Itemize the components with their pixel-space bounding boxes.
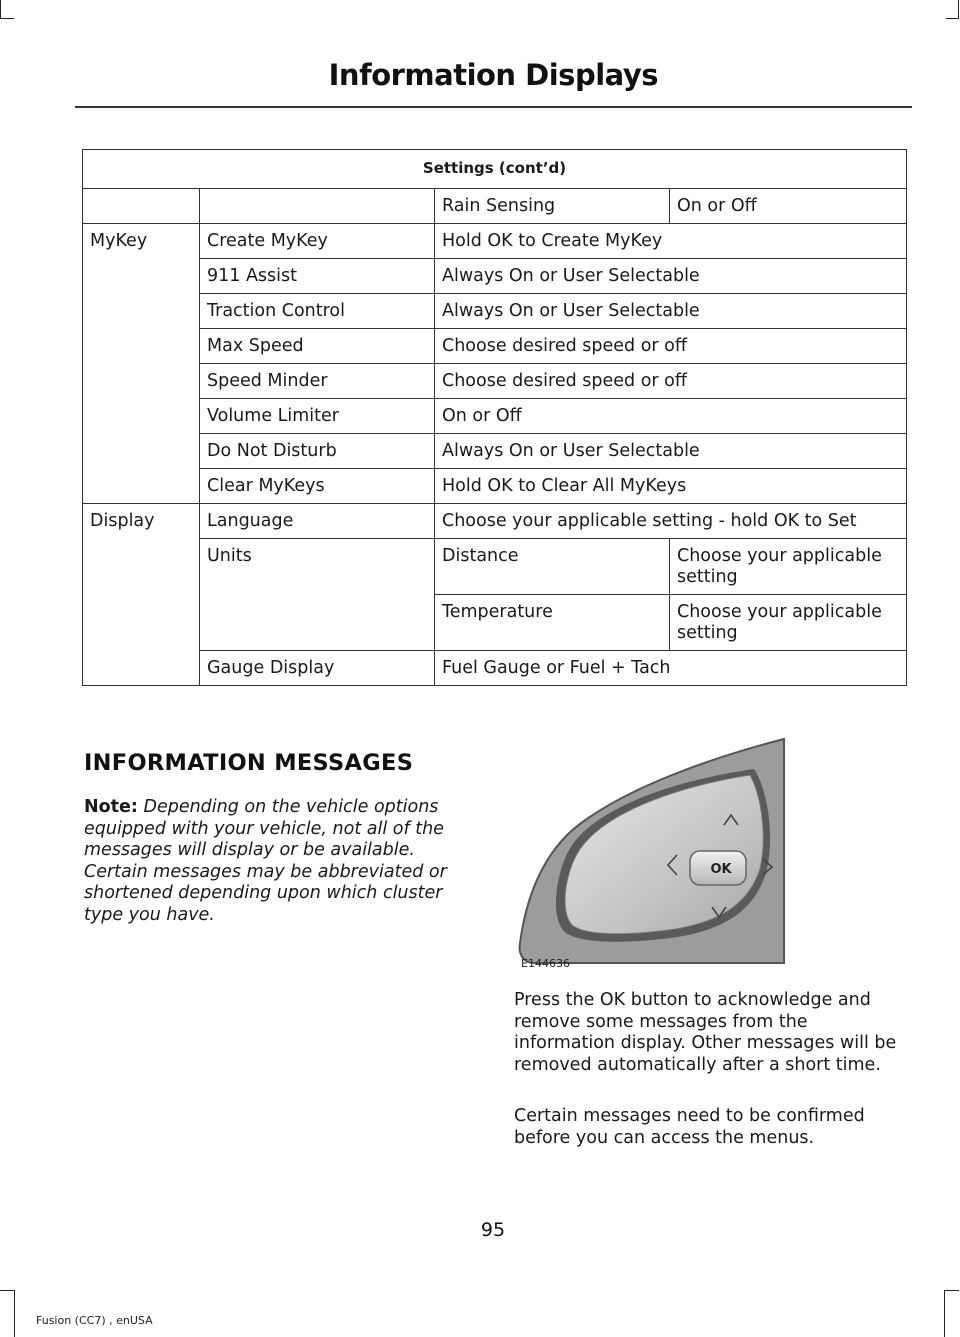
note-paragraph bbox=[84, 797, 464, 926]
table-row bbox=[83, 469, 907, 504]
table-caption: Settings (cont’d) bbox=[83, 150, 907, 189]
crop-mark bbox=[0, 18, 14, 19]
page-number: 95 bbox=[480, 1219, 506, 1241]
ok-button-label: OK bbox=[710, 862, 732, 877]
table-cell: Rain Sensing bbox=[435, 189, 670, 224]
table-row bbox=[83, 224, 907, 259]
table-cell bbox=[200, 189, 435, 224]
table-row bbox=[83, 364, 907, 399]
table-cell: Hold OK to Clear All MyKeys bbox=[435, 469, 907, 504]
table-cell: Choose your applicable setting - hold OK to Set bbox=[435, 504, 907, 539]
header-rule bbox=[75, 106, 912, 108]
steering-control-illustration bbox=[514, 733, 810, 973]
table-cell: Distance bbox=[435, 539, 670, 595]
settings-table bbox=[82, 149, 907, 686]
crop-mark bbox=[944, 1290, 945, 1337]
table-cell: Traction Control bbox=[200, 294, 435, 329]
table-cell: Always On or User Selectable bbox=[435, 294, 907, 329]
page-title: Information Displays bbox=[328, 58, 658, 92]
table-cell: Gauge Display bbox=[200, 651, 435, 686]
table-cell: Max Speed bbox=[200, 329, 435, 364]
crop-mark bbox=[946, 18, 959, 19]
table-cell: Language bbox=[200, 504, 435, 539]
table-cell: Always On or User Selectable bbox=[435, 259, 907, 294]
crop-mark bbox=[0, 0, 1, 18]
table-cell: Choose your applicable setting bbox=[670, 595, 907, 651]
table-cell bbox=[83, 189, 200, 224]
table-cell: Fuel Gauge or Fuel + Tach bbox=[435, 651, 907, 686]
table-row bbox=[83, 434, 907, 469]
body-paragraph: Press the OK button to acknowledge and remove some messages from the information display. Other messages will be removed automatically after a short time. bbox=[514, 990, 897, 1075]
table-row bbox=[83, 259, 907, 294]
table-cell: Volume Limiter bbox=[200, 399, 435, 434]
table-cell: On or Off bbox=[435, 399, 907, 434]
table-row bbox=[83, 294, 907, 329]
table-row bbox=[83, 329, 907, 364]
crop-mark bbox=[14, 1290, 15, 1337]
figure-code: E144636 bbox=[521, 957, 570, 970]
table-row bbox=[83, 651, 907, 686]
table-cell: MyKey bbox=[83, 224, 200, 504]
table-cell: On or Off bbox=[670, 189, 907, 224]
table-row bbox=[83, 399, 907, 434]
crop-mark bbox=[944, 1290, 959, 1291]
table-cell: Choose desired speed or off bbox=[435, 329, 907, 364]
table-row bbox=[83, 504, 907, 539]
note-text: Depending on the vehicle options equipped with your vehicle, not all of the messages will display or be available. Certain messages may be abbreviated or shortened depending upon which cluster type you have. bbox=[84, 797, 447, 925]
table-cell: Do Not Disturb bbox=[200, 434, 435, 469]
table-caption-row bbox=[83, 150, 907, 189]
table-cell: Always On or User Selectable bbox=[435, 434, 907, 469]
table-row bbox=[83, 539, 907, 595]
crop-mark bbox=[0, 1290, 14, 1291]
footer-doc-id: Fusion (CC7) , enUSA bbox=[36, 1314, 153, 1327]
table-cell: Speed Minder bbox=[200, 364, 435, 399]
table-cell: Create MyKey bbox=[200, 224, 435, 259]
table-cell: Choose desired speed or off bbox=[435, 364, 907, 399]
section-heading: INFORMATION MESSAGES bbox=[84, 750, 414, 776]
table-cell: Temperature bbox=[435, 595, 670, 651]
body-paragraph: Certain messages need to be confirmed before you can access the menus. bbox=[514, 1106, 865, 1148]
table-cell: Units bbox=[200, 539, 435, 651]
table-cell: 911 Assist bbox=[200, 259, 435, 294]
table-cell: Display bbox=[83, 504, 200, 686]
note-label: Note: bbox=[84, 797, 138, 817]
table-cell: Choose your applicable setting bbox=[670, 539, 907, 595]
table-row bbox=[83, 189, 907, 224]
table-cell: Clear MyKeys bbox=[200, 469, 435, 504]
table-cell: Hold OK to Create MyKey bbox=[435, 224, 907, 259]
crop-mark bbox=[958, 0, 959, 18]
steering-control-svg bbox=[514, 733, 810, 973]
